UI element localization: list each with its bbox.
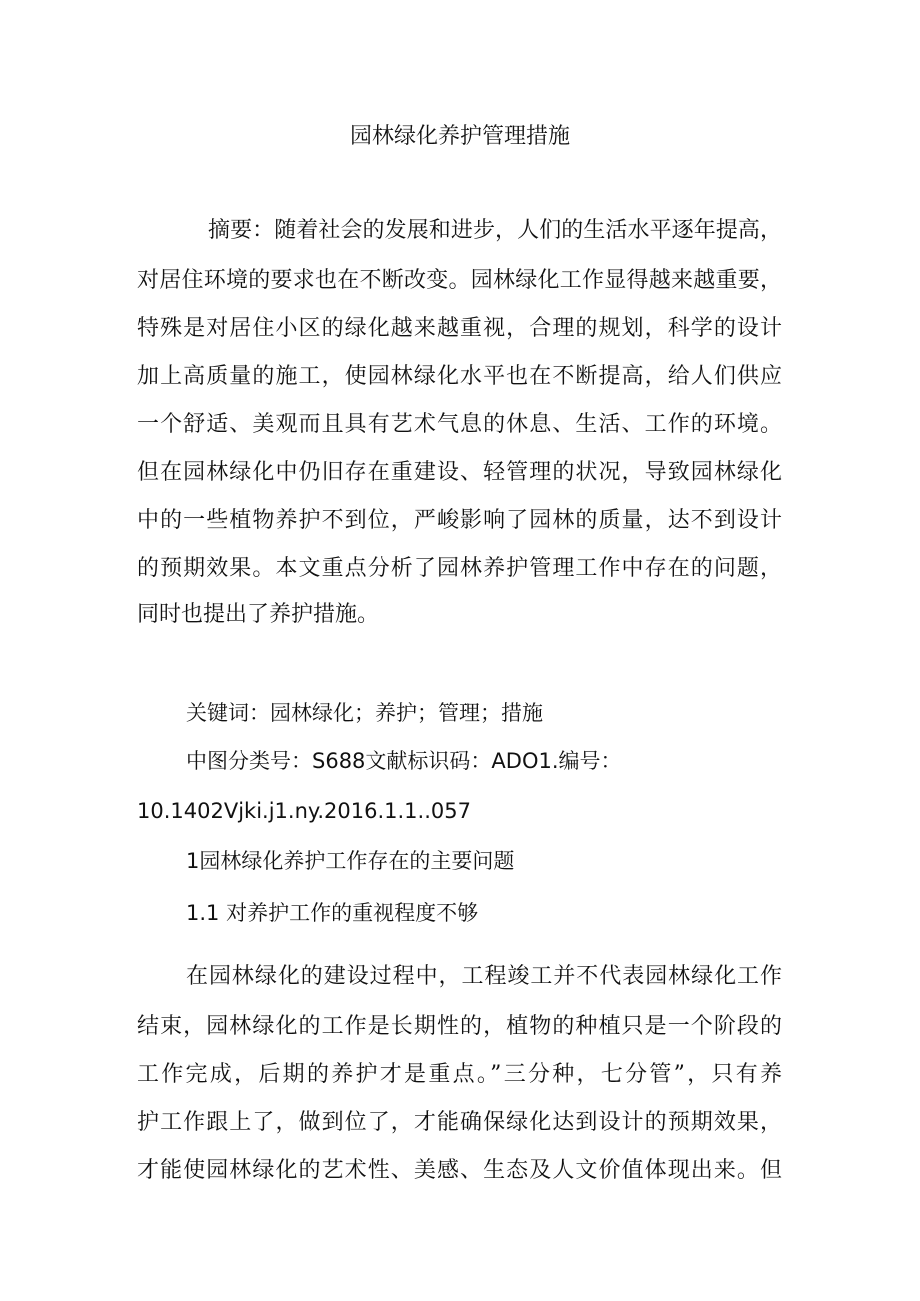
paragraph-line: 才能使园林绿化的艺术性、美感、生态及人文价值体现出来。但 xyxy=(137,1158,782,1183)
abstract-line: 一个舒适、美观而且具有艺术气息的休息、生活、工作的环境。 xyxy=(137,412,782,437)
paragraph-line: 工作完成，后期的养护才是重点。”三分种，七分管”，只有养 xyxy=(137,1062,782,1087)
doi-number: 10.1402Vjki.j1.ny.2016.1.1..057 xyxy=(137,799,471,823)
classification-code: 中图分类号：S688文献标识码：ADO1.编号： xyxy=(186,749,622,773)
paragraph-line: 护工作跟上了，做到位了，才能确保绿化达到设计的预期效果， xyxy=(137,1110,782,1135)
abstract-line: 但在园林绿化中仍旧存在重建设、轻管理的状况，导致园林绿化 xyxy=(137,460,782,485)
abstract-line: 同时也提出了养护措施。 xyxy=(137,602,380,627)
abstract-line: 中的一些植物养护不到位，严峻影响了园林的质量，达不到设计 xyxy=(137,508,782,533)
keywords: 关键词：园林绿化；养护；管理；措施 xyxy=(186,701,543,725)
paragraph-line: 结束，园林绿化的工作是长期性的，植物的种植只是一个阶段的 xyxy=(137,1014,782,1039)
abstract-line: 的预期效果。本文重点分析了园林养护管理工作中存在的问题， xyxy=(137,556,782,581)
subsection-heading: 1.1 对养护工作的重视程度不够 xyxy=(186,901,479,925)
page-title: 园林绿化养护管理措施 xyxy=(349,124,570,149)
paragraph-line: 在园林绿化的建设过程中，工程竣工并不代表园林绿化工作 xyxy=(186,964,782,989)
abstract-line: 加上高质量的施工，使园林绿化水平也在不断提高，给人们供应 xyxy=(137,364,782,389)
section-heading: 1园林绿化养护工作存在的主要问题 xyxy=(186,849,515,873)
abstract-line: 特殊是对居住小区的绿化越来越重视，合理的规划，科学的设计 xyxy=(137,316,782,341)
abstract-line: 摘要：随着社会的发展和进步，人们的生活水平逐年提高， xyxy=(208,218,782,243)
abstract-line: 对居住环境的要求也在不断改变。园林绿化工作显得越来越重要， xyxy=(137,268,782,293)
